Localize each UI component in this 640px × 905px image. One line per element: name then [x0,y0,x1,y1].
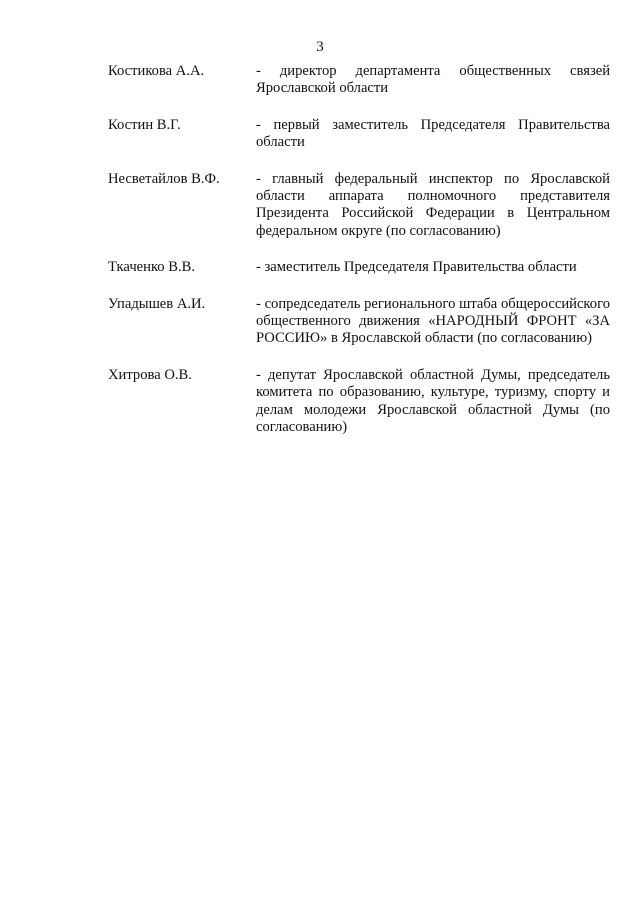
member-position: - депутат Ярославской областной Думы, председатель комитета по образованию, культуре, туризму, спорту и делам молодежи Ярославской областной Думы (по согласованию) [256,366,610,436]
member-position: - главный федеральный инспектор по Ярославской области аппарата полномочного представителя Президента Российской Федерации в Центральном федеральном округе (по согласованию) [256,170,610,239]
member-position: - заместитель Председателя Правительства области [256,259,577,276]
member-position: - сопредседатель регионального штаба общероссийского общественного движения «НАРОДНЫЙ ФРОНТ «ЗА РОССИЮ» в Ярославской области (по согласованию) [256,295,610,347]
list-item [108,117,610,152]
page-number: 3 [316,39,324,55]
list-item [108,63,610,98]
list-item [108,171,610,241]
member-name: Упадышев А.И. [108,295,206,312]
member-name: Костин В.Г. [108,116,181,133]
member-name: Костикова А.А. [108,63,205,79]
member-position: - первый заместитель Председателя Правительства области [256,116,610,151]
list-item [108,367,610,437]
list-item [108,296,610,348]
member-name: Несветайлов В.Ф. [108,170,220,187]
member-name: Ткаченко В.В. [108,259,195,276]
member-name: Хитрова О.В. [108,366,192,383]
member-list [108,63,610,456]
list-item [108,259,610,276]
member-position: - директор департамента общественных связей Ярославской области [256,63,610,97]
